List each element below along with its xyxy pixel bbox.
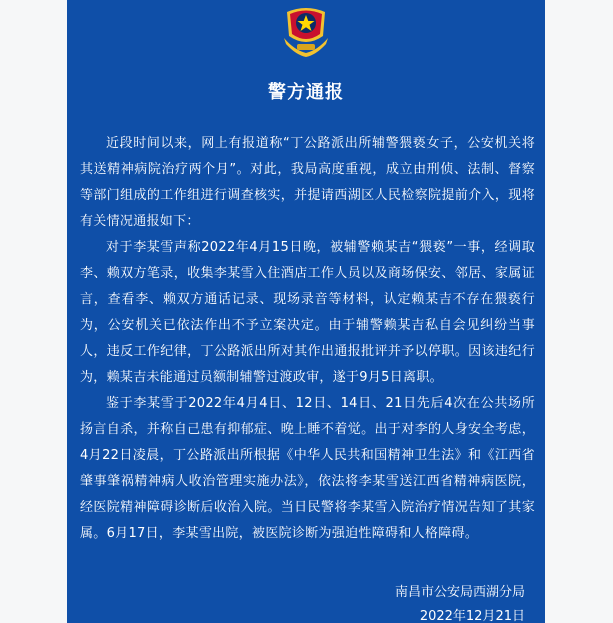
paragraph-investigation: 对于李某雪声称2022年4月15日晚，被辅警赖某吉“猥亵”一事，经调取李、赖双方笔录，收集李某雪入住酒店工作人员以及商场保安、邻居、家属证言，查看李、赖双方通话记录、现场录音等材料，认定赖某吉不存在猥亵行为，公安机关已依法作出不予立案决定。由于辅警赖某吉私自会见纠纷当事人，违反工作纪律，丁公路派出所对其作出通报批评并予以停职。因该违纪行为，赖某吉未能通过员额制辅警过渡政审，遂于9月5日离职。 (80, 240, 535, 385)
signature-date: 2022年12月21日 (419, 609, 525, 623)
signature-organization: 南昌市公安局西湖分局 (394, 585, 525, 600)
notice-title: 警方通报 (268, 82, 344, 103)
notice-body (80, 131, 535, 547)
police-emblem-icon (280, 0, 332, 58)
paragraph-intro: 近段时间以来，网上有报道称“丁公路派出所辅警猥亵女子，公安机关将其送精神病院治疗两个月”。对此，我局高度重视，成立由刑侦、法制、督察等部门组成的工作组进行调查核实，并提请西湖区人民检察院提前介入，现将有关情况通报如下： (80, 136, 535, 229)
right-margin (545, 0, 613, 623)
left-margin (0, 0, 67, 623)
paragraph-hospitalization: 鉴于李某雪于2022年4月4日、12日、14日、21日先后4次在公共场所扬言自杀，并称自己患有抑郁症、晚上睡不着觉。出于对李的人身安全考虑，4月22日凌晨，丁公路派出所根据《中华人民共和国精神卫生法》和《江西省肇事肇祸精神病人收治管理实施办法》，依法将李某雪送江西省精神病医院，经医院精神障碍诊断后收治入院。当日民警将李某雪入院治疗情况告知了其家属。6月17日，李某雪出院，被医院诊断为强迫性障碍和人格障碍。 (80, 396, 535, 541)
signature-block (395, 581, 525, 623)
police-notice (67, 0, 545, 623)
